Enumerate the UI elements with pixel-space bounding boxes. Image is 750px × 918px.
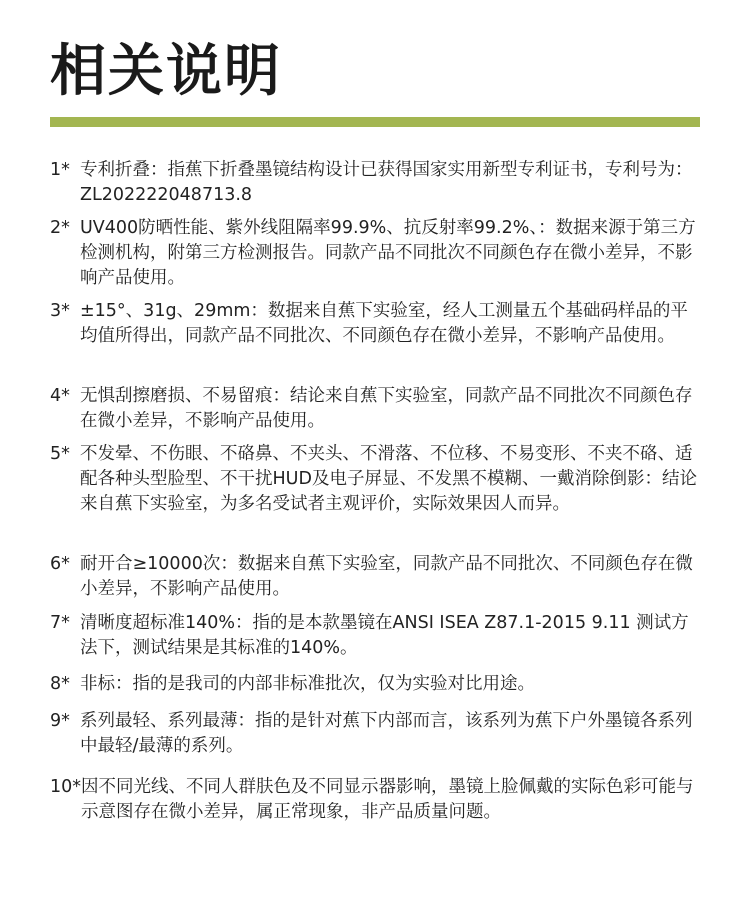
note-item-3 — [50, 299, 700, 349]
note-item-2 — [50, 216, 700, 291]
page-title: 相关说明 — [50, 39, 282, 104]
title-divider — [50, 117, 700, 127]
note-number: 9* — [50, 711, 70, 731]
note-text: 专利折叠：指蕉下折叠墨镜结构设计已获得国家实用新型专利证书，专利号为：ZL202222048713.8 — [80, 160, 693, 205]
note-number: 8* — [50, 674, 70, 694]
note-number: 2* — [50, 218, 70, 238]
note-item-1 — [50, 158, 700, 208]
note-text: 非标：指的是我司的内部非标准批次，仅为实验对比用途。 — [80, 674, 535, 694]
note-item-8 — [50, 672, 700, 697]
note-number: 3* — [50, 301, 70, 321]
note-item-9 — [50, 709, 700, 759]
note-item-10 — [50, 775, 700, 825]
note-item-5 — [50, 442, 700, 517]
note-item-4 — [50, 384, 700, 434]
note-text: 清晰度超标准140%：指的是本款墨镜在ANSI ISEA Z87.1-2015 9.11 测试方法下，测试结果是其标准的140%。 — [80, 613, 689, 658]
note-number: 7* — [50, 613, 70, 633]
note-number: 5* — [50, 444, 70, 464]
note-text: 系列最轻、系列最薄：指的是针对蕉下内部而言，该系列为蕉下户外墨镜各系列中最轻/最薄的系列。 — [80, 711, 693, 756]
note-number: 6* — [50, 554, 70, 574]
note-text: 无惧刮擦磨损、不易留痕：结论来自蕉下实验室，同款产品不同批次不同颜色存在微小差异，不影响产品使用。 — [80, 386, 693, 431]
note-text: 耐开合≥10000次：数据来自蕉下实验室，同款产品不同批次、不同颜色存在微小差异，不影响产品使用。 — [80, 554, 693, 599]
note-number: 4* — [50, 386, 70, 406]
note-number: 1* — [50, 160, 70, 180]
note-item-7 — [50, 611, 700, 661]
note-text: ±15°、31g、29mm：数据来自蕉下实验室，经人工测量五个基础码样品的平均值所得出，同款产品不同批次、不同颜色存在微小差异，不影响产品使用。 — [80, 301, 688, 346]
note-item-6 — [50, 552, 700, 602]
note-text: UV400防晒性能、紫外线阻隔率99.9%、抗反射率99.2%、：数据来源于第三方检测机构，附第三方检测报告。同款产品不同批次不同颜色存在微小差异，不影响产品使用。 — [80, 218, 696, 288]
note-text: 因不同光线、不同人群肤色及不同显示器影响，墨镜上脸佩戴的实际色彩可能与示意图存在微小差异，属正常现象，非产品质量问题。 — [81, 777, 694, 822]
note-text: 不发晕、不伤眼、不硌鼻、不夹头、不滑落、不位移、不易变形、不夹不硌、适配各种头型脸型、不干扰HUD及电子屏显、不发黑不模糊、一戴消除倒影：结论来自蕉下实验室，为多名受试者主观评价，实际效果因人而异。 — [80, 444, 697, 514]
note-number: 10* — [50, 777, 82, 797]
